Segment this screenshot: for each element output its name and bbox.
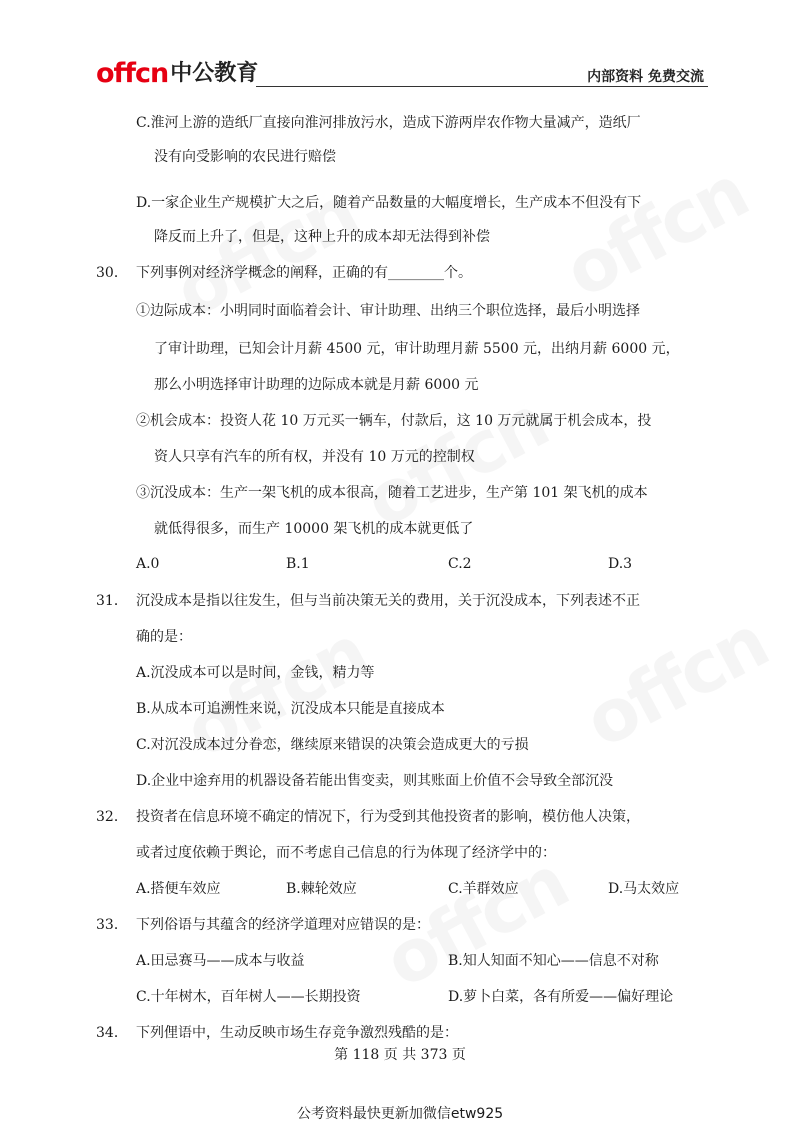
logo-text-en: offcn — [96, 58, 169, 89]
q31-option-d: D.企业中途弃用的机器设备若能出售变卖，则其账面上价值不会导致全部沉没 — [136, 773, 614, 789]
q32-number: 32． — [96, 809, 128, 825]
q30-item1-line1: ①边际成本：小明同时面临着会计、审计助理、出纳三个职位选择，最后小明选择 — [136, 303, 640, 319]
q29-option-c-line1: C.淮河上游的造纸厂直接向淮河排放污水，造成下游两岸农作物大量减产，造纸厂 — [136, 115, 641, 131]
q30-item2-line1: ②机会成本：投资人花 10 万元买一辆车，付款后，这 10 万元就属于机会成本，投 — [136, 413, 652, 429]
q34-stem: 下列俚语中，生动反映市场生存竞争激烈残酷的是： — [136, 1025, 458, 1041]
q31-stem-line1: 沉没成本是指以往发生，但与当前决策无关的费用，关于沉没成本，下列表述不正 — [136, 593, 640, 609]
q30-item3-line2: 就低得很多，而生产 10000 架飞机的成本就更低了 — [154, 521, 474, 537]
q32-stem-line2: 或者过度依赖于舆论，而不考虑自己信息的行为体现了经济学中的： — [136, 845, 556, 861]
q32-stem-line1: 投资者在信息环境不确定的情况下，行为受到其他投资者的影响，模仿他人决策， — [136, 809, 640, 825]
q33-option-b: B.知人知面不知心——信息不对称 — [448, 953, 659, 969]
q29-option-d-line1: D.一家企业生产规模扩大之后，随着产品数量的大幅度增长，生产成本不但没有下 — [136, 195, 642, 211]
q30-option-d: D.3 — [608, 556, 633, 572]
q30-item1-line2: 了审计助理，已知会计月薪 4500 元，审计助理月薪 5500 元，出纳月薪 6000 元， — [154, 341, 680, 357]
q30-stem: 下列事例对经济学概念的阐释，正确的有________个。 — [136, 265, 472, 281]
page-number: 第 118 页 共 373 页 — [334, 1047, 466, 1063]
page-header — [96, 58, 708, 88]
q30-option-c: C.2 — [448, 556, 472, 572]
offcn-logo — [96, 58, 258, 88]
q30-item1-line3: 那么小明选择审计助理的边际成本就是月薪 6000 元 — [154, 377, 479, 393]
q29-option-d-line2: 降反而上升了，但是，这种上升的成本却无法得到补偿 — [154, 229, 490, 245]
q33-number: 33． — [96, 917, 128, 933]
q31-stem-line2: 确的是： — [136, 629, 192, 645]
watermark — [571, 600, 779, 764]
q33-option-d: D.萝卜白菜，各有所爱——偏好理论 — [448, 989, 674, 1005]
watermark — [551, 150, 759, 314]
header-note: 内部资料 免费交流 — [587, 69, 704, 85]
logo-text-cn: 中公教育 — [170, 61, 259, 86]
q31-option-a: A.沉没成本可以是时间，金钱，精力等 — [136, 665, 375, 681]
q31-number: 31． — [96, 593, 128, 609]
q34-number: 34． — [96, 1025, 128, 1041]
q32-option-d: D.马太效应 — [608, 881, 680, 897]
q30-item2-line2: 资人只享有汽车的所有权，并没有 10 万元的控制权 — [154, 449, 475, 465]
q31-option-c: C.对沉没成本过分眷恋，继续原来错误的决策会造成更大的亏损 — [136, 737, 529, 753]
q32-option-c: C.羊群效应 — [448, 881, 519, 897]
q30-option-b: B.1 — [286, 556, 310, 572]
header-rule — [256, 86, 708, 87]
q30-option-a: A.0 — [136, 556, 160, 572]
q30-number: 30． — [96, 265, 128, 281]
q32-option-b: B.棘轮效应 — [286, 881, 357, 897]
q31-option-b: B.从成本可追溯性来说，沉没成本只能是直接成本 — [136, 701, 445, 717]
q32-option-a: A.搭便车效应 — [136, 881, 221, 897]
q33-stem: 下列俗语与其蕴含的经济学道理对应错误的是： — [136, 917, 430, 933]
q29-option-c-line2: 没有向受影响的农民进行赔偿 — [154, 149, 336, 165]
q30-item3-line1: ③沉没成本：生产一架飞机的成本很高，随着工艺进步，生产第 101 架飞机的成本 — [136, 485, 648, 501]
q33-option-a: A.田忌赛马——成本与收益 — [136, 953, 305, 969]
footer-note: 公考资料最快更新加微信etw925 — [296, 1106, 504, 1122]
q33-option-c: C.十年树木，百年树人——长期投资 — [136, 989, 361, 1005]
